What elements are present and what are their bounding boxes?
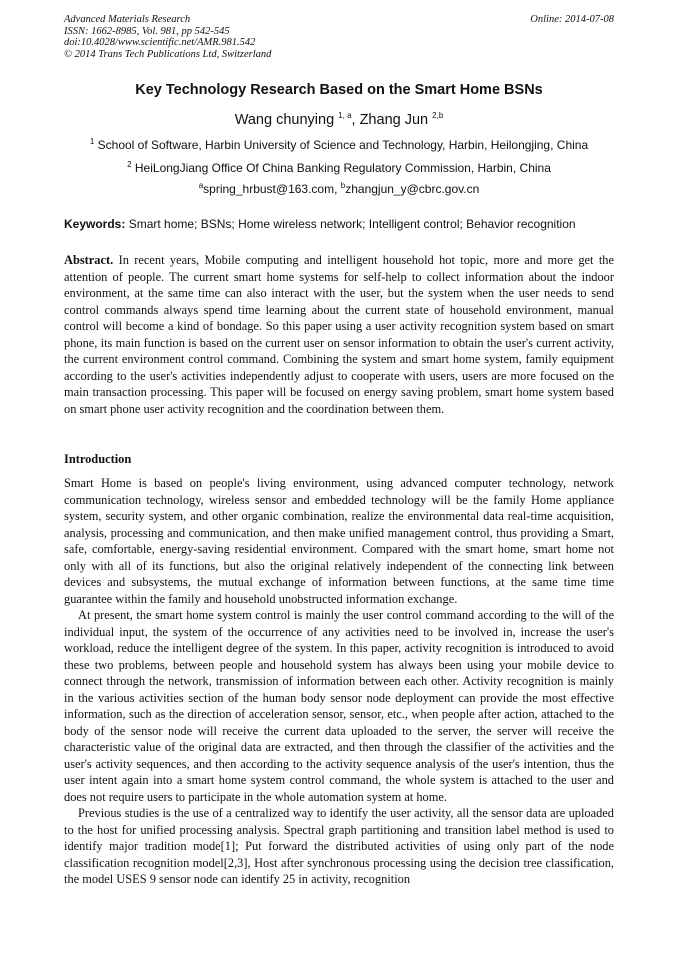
abstract-text: In recent years, Mobile computing and intelligent household hot topic, more and more get the attention of people. The current smart home systems for self-help to collect information about the indoor environment, at the same time can also interact with the user, but the system when the user needs to send control commands always spend time learning about the current state of household environment, manual control will become a kind of bondage. So this paper using a user activity recognition system based on smart phone, its main function is based on the current user on sensor information to obtain the user's current activity, the current environment control command. Combining the system and smart home system, family equipment according to the user's activities independently adjust to cooperate with users, users are more focused on the main transaction processing. This paper will be focused on energy saving problem, smart home system based on smart phone user activity recognition and the coordination between them. [64,253,614,416]
affiliation-1-text: School of Software, Harbin University of Science and Technology, Harbin, Heilongjing, China [97,138,589,152]
email-b[interactable]: zhangjun_y@cbrc.gov.cn [345,182,480,196]
introduction-heading: Introduction [64,452,132,466]
intro-paragraph-3: Previous studies is the use of a centralized way to identify the user activity, all the sensor data are uploaded to the host for unified processing analysis. Spectral graph partitioning and transition label method is used to identify major tradition mode[1]; Put forward the distributed activities of using only part of the node classification recognition model[2,3], Host after synchronous processing using the decision tree classification, the model USES 9 sensor node can identify 25 in activity, recognition [64,806,614,886]
email-b-sup: b [340,181,346,190]
author-1-sup: 1, a [338,111,352,121]
email-a-sup: a [198,181,204,190]
keywords-line [64,217,614,231]
keywords-text: Smart home; BSNs; Home wireless network; Intelligent control; Behavior recognition [128,217,576,231]
journal-header [64,14,271,60]
intro-paragraph-2: At present, the smart home system control is mainly the user control command according to the will of the individual input, the system of the occurrence of any activities need to be involved in, increase the user's workload, reduce the intelligent degree of the system. In this paper, activity recognition is introduced to avoid these two problems, between people and household system has always been using your mobile device to connect through the network, transmission of information between each other. Activity recognition is mainly in the various activities section of the human body sensor node deployment can provide the most effective information, such as the direction of acceleration sensor, sensor, etc., when people after action, attached to the body of the sensor node will receive the current data uploaded to the server, the server will receive the characteristic value of the original data are extracted, and then through the classifier of the activities and the user's activity sequences, and then according to the activity sequence analysis of the user's intention, thus the user intent again into a smart home system control command, the whole system is attached to the user and does not require users to participate in the whole automation system at home. [64,608,614,804]
author-2-sup: 2,b [432,111,444,121]
paper-title: Key Technology Research Based on the Smart Home BSNs [135,82,543,98]
online-date-text: Online: 2014-07-08 [530,14,614,25]
author-separator: , [351,112,360,128]
journal-name: Advanced Materials Research [64,14,191,25]
keywords-label: Keywords: [64,217,126,231]
affiliation-1-sup: 1 [89,137,95,146]
intro-paragraph-1: Smart Home is based on people's living environment, using advanced computer technology, network communication technology, wireless sensor and embedded technology will be the family Home appliance system, security system, and other organic combination, realize the environmental data real-time acquisition, analysis, processing and communication, and then make unified management control, thus providing a Smart, safe, comfortable, energy-saving residential environment. Compared with the smart home, smart home not only with all of its functions, but also the original relatively independent of the connecting link between devices and subsystems, the mutual exchange of information between functions, at the same time time guarantee within the family and household unobstructed information exchange. [64,476,614,606]
abstract [64,252,614,417]
introduction-body [64,475,614,888]
affiliation-2-sup: 2 [127,160,132,169]
affiliation-2-text: HeiLongJiang Office Of China Banking Regulatory Commission, Harbin, China [134,161,551,175]
copyright-line: © 2014 Trans Tech Publications Ltd, Switzerland [64,48,272,60]
author-line [0,112,678,128]
author-emails [0,182,678,196]
email-a[interactable]: spring_hrbust@163.com, [203,182,338,196]
abstract-label: Abstract. [64,253,114,267]
affiliation-2 [0,161,678,175]
author-1: Wang chunying [234,112,335,128]
online-date [530,14,614,26]
doi-line[interactable]: doi:10.4028/www.scientific.net/AMR.981.542 [64,37,256,48]
affiliation-1 [0,138,678,152]
author-2: Zhang Jun [359,112,429,128]
issn-line: ISSN: 1662-8985, Vol. 981, pp 542-545 [64,25,230,37]
